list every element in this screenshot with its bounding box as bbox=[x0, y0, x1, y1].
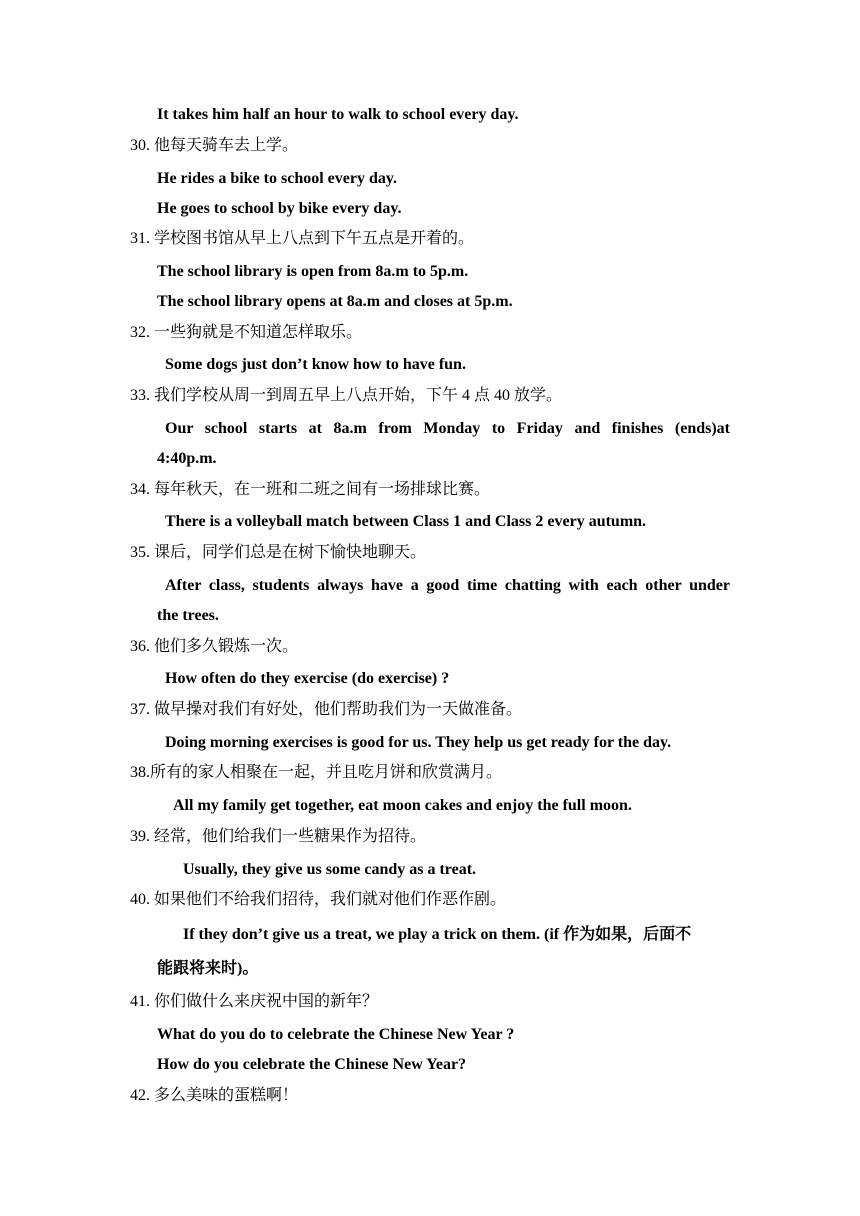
answer-35-line1: After class, students always have a good time chatting with each other under bbox=[165, 577, 730, 594]
question-38: 38.所有的家人相聚在一起，并且吃月饼和欣赏满月。 bbox=[130, 764, 503, 781]
answer-31a: The school library is open from 8a.m to 5p.m. bbox=[157, 263, 469, 280]
question-40: 40. 如果他们不给我们招待，我们就对他们作恶作剧。 bbox=[130, 891, 507, 908]
question-34: 34. 每年秋天，在一班和二班之间有一场排球比赛。 bbox=[130, 481, 491, 498]
answer-38: All my family get together, eat moon cakes and enjoy the full moon. bbox=[173, 797, 632, 814]
question-37: 37. 做早操对我们有好处，他们帮助我们为一天做准备。 bbox=[130, 701, 523, 718]
answer-32: Some dogs just don’t know how to have fun. bbox=[165, 356, 466, 373]
answer-40-line2: 能跟将来时)。 bbox=[157, 960, 259, 977]
answer-36: How often do they exercise (do exercise) ? bbox=[165, 670, 450, 687]
answer-41a: What do you do to celebrate the Chinese New Year ? bbox=[157, 1026, 515, 1043]
question-32: 32. 一些狗就是不知道怎样取乐。 bbox=[130, 324, 363, 341]
question-33: 33. 我们学校从周一到周五早上八点开始，下午 4 点 40 放学。 bbox=[130, 387, 563, 404]
answer-33-line2: 4:40p.m. bbox=[157, 450, 217, 467]
answer-33-line1: Our school starts at 8a.m from Monday to Friday and finishes (ends)at bbox=[165, 420, 730, 437]
question-42: 42. 多么美味的蛋糕啊！ bbox=[130, 1087, 299, 1104]
answer-34: There is a volleyball match between Class 1 and Class 2 every autumn. bbox=[165, 513, 647, 530]
answer-35-line2: the trees. bbox=[157, 607, 219, 624]
question-35: 35. 课后，同学们总是在树下愉快地聊天。 bbox=[130, 544, 427, 561]
question-41: 41. 你们做什么来庆祝中国的新年？ bbox=[130, 993, 379, 1010]
answer-40-line1: If they don’t give us a treat, we play a trick on them. (if 作为如果，后面不 bbox=[183, 926, 692, 943]
question-39: 39. 经常，他们给我们一些糖果作为招待。 bbox=[130, 828, 427, 845]
answer-29: It takes him half an hour to walk to school every day. bbox=[157, 106, 519, 123]
answer-30b: He goes to school by bike every day. bbox=[157, 200, 402, 217]
answer-37: Doing morning exercises is good for us. They help us get ready for the day. bbox=[165, 734, 672, 751]
answer-30a: He rides a bike to school every day. bbox=[157, 170, 397, 187]
question-31: 31. 学校图书馆从早上八点到下午五点是开着的。 bbox=[130, 230, 475, 247]
answer-41b: How do you celebrate the Chinese New Year? bbox=[157, 1056, 467, 1073]
question-30: 30. 他每天骑车去上学。 bbox=[130, 137, 299, 154]
answer-39: Usually, they give us some candy as a treat. bbox=[183, 861, 477, 878]
question-36: 36. 他们多久锻炼一次。 bbox=[130, 638, 299, 655]
answer-31b: The school library opens at 8a.m and closes at 5p.m. bbox=[157, 293, 513, 310]
